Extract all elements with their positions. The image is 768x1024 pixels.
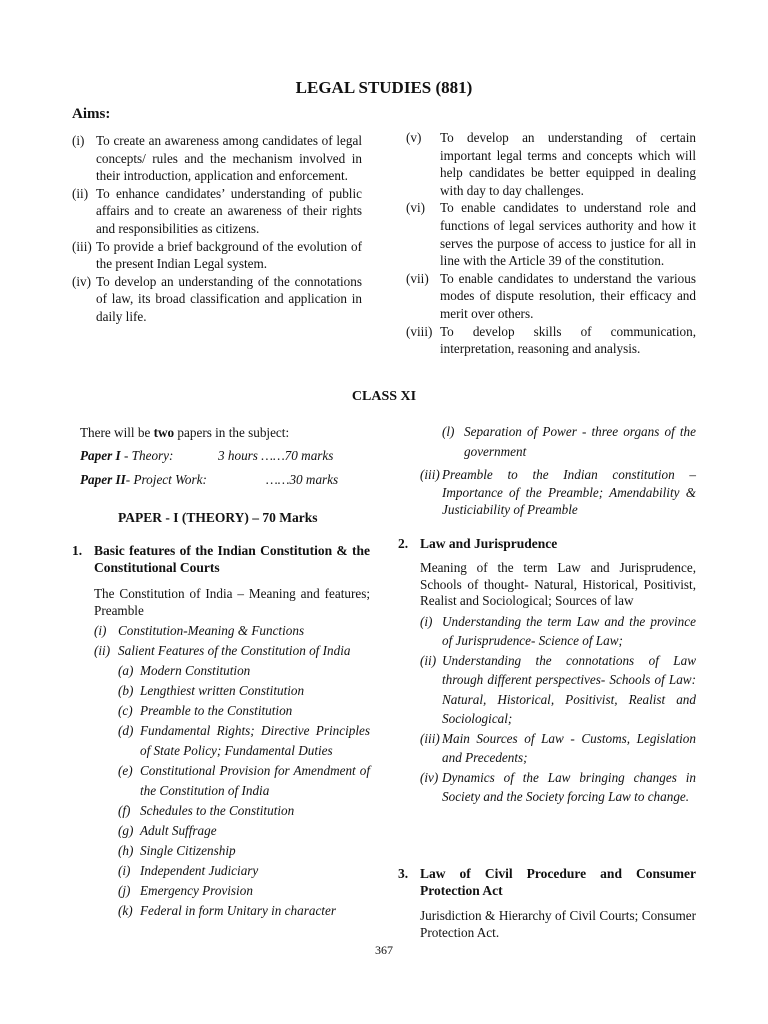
subtopic-item bbox=[118, 841, 370, 861]
topic-item bbox=[420, 651, 696, 729]
papers-block bbox=[80, 424, 370, 496]
topic-number: (ii) bbox=[94, 643, 111, 658]
subtopic-number: (e) bbox=[118, 763, 133, 778]
subtopic-number: (b) bbox=[118, 683, 134, 698]
aim-text: To develop an understanding of certain important legal terms and concepts which will help candidates be better equipped in dealing with day to day challenges. bbox=[440, 130, 696, 198]
topic-number: (iii) bbox=[420, 730, 440, 746]
aim-item bbox=[406, 199, 696, 269]
section-1-continued bbox=[420, 422, 696, 519]
section-number: 1. bbox=[72, 543, 83, 558]
section-2 bbox=[398, 535, 696, 807]
topic-item bbox=[420, 768, 696, 807]
section-1-items bbox=[94, 621, 370, 661]
subtopic-item bbox=[442, 422, 696, 462]
subtopic-item bbox=[118, 861, 370, 881]
section-title: Law of Civil Procedure and Consumer Protection Act bbox=[420, 866, 696, 898]
aim-number: (viii) bbox=[406, 323, 433, 339]
subtopic-item bbox=[118, 881, 370, 901]
subtopic-number: (i) bbox=[118, 863, 131, 878]
aim-text: To enable candidates to understand the various modes of dispute resolution, their efficacy and merit over others. bbox=[440, 270, 696, 321]
paper2-label: Paper II bbox=[80, 472, 126, 487]
page-title: LEGAL STUDIES (881) bbox=[295, 78, 473, 97]
subtopic-number: (j) bbox=[118, 883, 131, 898]
aim-item bbox=[72, 238, 362, 273]
aim-text: To create an awareness among candidates of legal concepts/ rules and the mechanism involved in their introduction, application and enforcement. bbox=[96, 133, 362, 184]
aim-item bbox=[406, 323, 696, 358]
subtopic-item bbox=[118, 801, 370, 821]
paper2-row bbox=[80, 472, 370, 496]
subtopic-text: Lengthiest written Constitution bbox=[140, 683, 305, 698]
aim-number: (i) bbox=[72, 133, 85, 148]
topic-number: (i) bbox=[94, 623, 107, 638]
aim-item bbox=[72, 273, 362, 326]
subtopic-text: Fundamental Rights; Directive Principles of State Policy; Fundamental Duties bbox=[140, 723, 370, 758]
paper1-desc: - Theory: bbox=[120, 448, 174, 463]
aim-text: To develop skills of communication, interpretation, reasoning and analysis. bbox=[440, 323, 696, 357]
aim-number: (ii) bbox=[72, 185, 89, 201]
section-number: 3. bbox=[398, 866, 409, 881]
aim-item bbox=[406, 270, 696, 323]
subtopic-text: Modern Constitution bbox=[140, 663, 251, 678]
aims-left-list bbox=[72, 132, 362, 326]
subtopic-text: Adult Suffrage bbox=[140, 823, 217, 838]
subtopic-item bbox=[118, 661, 370, 681]
papers-intro-text: papers in the subject: bbox=[174, 425, 290, 440]
page-number: 367 bbox=[375, 943, 393, 957]
subtopic-text: Separation of Power - three organs of the government bbox=[464, 424, 696, 459]
paper1-hours: 3 hours ……70 marks bbox=[218, 448, 334, 463]
paper-heading: PAPER - I (THEORY) – 70 Marks bbox=[118, 510, 318, 525]
paper2-desc: - Project Work: bbox=[125, 472, 207, 487]
topic-text: Constitution-Meaning & Functions bbox=[118, 623, 305, 638]
topic-number: (ii) bbox=[420, 652, 437, 668]
papers-intro bbox=[80, 424, 370, 441]
subtopic-number: (c) bbox=[118, 703, 133, 718]
subtopic-number: (k) bbox=[118, 903, 133, 918]
subtopic-number: (a) bbox=[118, 663, 134, 678]
subtopic-number: (f) bbox=[118, 803, 131, 818]
subtopic-text: Schedules to the Constitution bbox=[140, 803, 295, 818]
paper1-row bbox=[80, 448, 370, 472]
topic-number: (iv) bbox=[420, 769, 439, 785]
subtopic-text: Constitutional Provision for Amendment of the Constitution of India bbox=[140, 763, 370, 798]
subtopic-text: Emergency Provision bbox=[140, 883, 253, 898]
subtopic-text: Federal in form Unitary in character bbox=[140, 903, 336, 918]
topic-text: Understanding the term Law and the province of Jurisprudence- Science of Law; bbox=[442, 613, 696, 648]
topic-item bbox=[420, 729, 696, 768]
aim-text: To develop an understanding of the connotations of law, its broad classification and application in daily life. bbox=[96, 273, 362, 324]
aim-number: (iii) bbox=[72, 238, 92, 254]
section-1-heading bbox=[72, 542, 370, 576]
paper1-label: Paper I bbox=[80, 448, 121, 463]
section-title: Law and Jurisprudence bbox=[420, 536, 558, 551]
papers-intro-text: There will be bbox=[80, 425, 154, 440]
section-1-subitems bbox=[118, 661, 370, 921]
topic-text: Salient Features of the Constitution of India bbox=[118, 643, 351, 658]
subtopic-number: (h) bbox=[118, 843, 134, 858]
topic-item bbox=[94, 621, 370, 641]
topic-text: Dynamics of the Law bringing changes in Society and the Society forcing Law to change. bbox=[442, 769, 696, 804]
paper2-marks: ……30 marks bbox=[266, 472, 339, 487]
subtopic-text: Preamble to the Constitution bbox=[140, 703, 293, 718]
topic-text: Understanding the connotations of Law through different perspectives- Schools of Law: Natural, Historical, Positivist, Realist and Sociological; bbox=[442, 652, 696, 726]
topic-number: (i) bbox=[420, 613, 433, 629]
section-intro: Meaning of the term Law and Jurisprudence, Schools of thought- Natural, Historical, Positivist, Realist and Sociological; Sources of law bbox=[420, 560, 696, 608]
subtopic-number: (g) bbox=[118, 823, 134, 838]
topic-item bbox=[420, 612, 696, 651]
section-2-items bbox=[420, 612, 696, 807]
topic-item bbox=[94, 641, 370, 661]
topic-text: Main Sources of Law - Customs, Legislation and Precedents; bbox=[442, 730, 696, 765]
subtopic-item bbox=[118, 761, 370, 801]
subtopic-item bbox=[118, 701, 370, 721]
topic-item bbox=[420, 466, 696, 519]
subtopic-item bbox=[118, 721, 370, 761]
aim-number: (vi) bbox=[406, 200, 426, 216]
subtopic-item bbox=[118, 681, 370, 701]
subtopic-number: (d) bbox=[118, 723, 134, 738]
papers-count: two bbox=[153, 425, 175, 440]
subtopic-text: Single Citizenship bbox=[140, 843, 236, 858]
section-intro: The Constitution of India – Meaning and features; Preamble bbox=[94, 586, 370, 618]
section-2-heading bbox=[398, 535, 696, 552]
subtopic-number: (l) bbox=[442, 424, 455, 439]
section-title: Basic features of the Indian Constitution & the Constitutional Courts bbox=[94, 543, 370, 575]
section-number: 2. bbox=[398, 536, 409, 551]
aim-item bbox=[72, 132, 362, 185]
aims-heading: Aims: bbox=[72, 106, 111, 122]
class-heading: CLASS XI bbox=[351, 389, 417, 404]
subtopic-item bbox=[118, 901, 370, 921]
section-1 bbox=[72, 542, 370, 921]
aim-number: (v) bbox=[406, 130, 422, 145]
section-intro: Jurisdiction & Hierarchy of Civil Courts; Consumer Protection Act. bbox=[420, 908, 696, 940]
subtopic-text: Independent Judiciary bbox=[140, 863, 259, 878]
aim-item bbox=[406, 129, 696, 199]
aim-text: To enable candidates to understand role and functions of legal services authority and how it serves the purpose of access to justice for all in line with the Article 39 of the constitution. bbox=[440, 200, 696, 269]
topic-number: (iii) bbox=[420, 467, 440, 482]
topic-text: Preamble to the Indian constitution – Importance of the Preamble; Amendability & Justiciability of Preamble bbox=[442, 467, 696, 517]
aims-right-list bbox=[406, 129, 696, 358]
section-3 bbox=[398, 865, 696, 941]
aim-number: (vii) bbox=[406, 270, 429, 286]
aim-number: (iv) bbox=[72, 273, 92, 289]
aim-item bbox=[72, 185, 362, 238]
aim-text: To enhance candidates’ understanding of public affairs and to create an awareness of their rights and responsibilities as citizens. bbox=[96, 185, 362, 236]
aim-text: To provide a brief background of the evolution of the present Indian Legal system. bbox=[96, 238, 362, 272]
subtopic-item bbox=[118, 821, 370, 841]
section-3-heading bbox=[398, 865, 696, 899]
